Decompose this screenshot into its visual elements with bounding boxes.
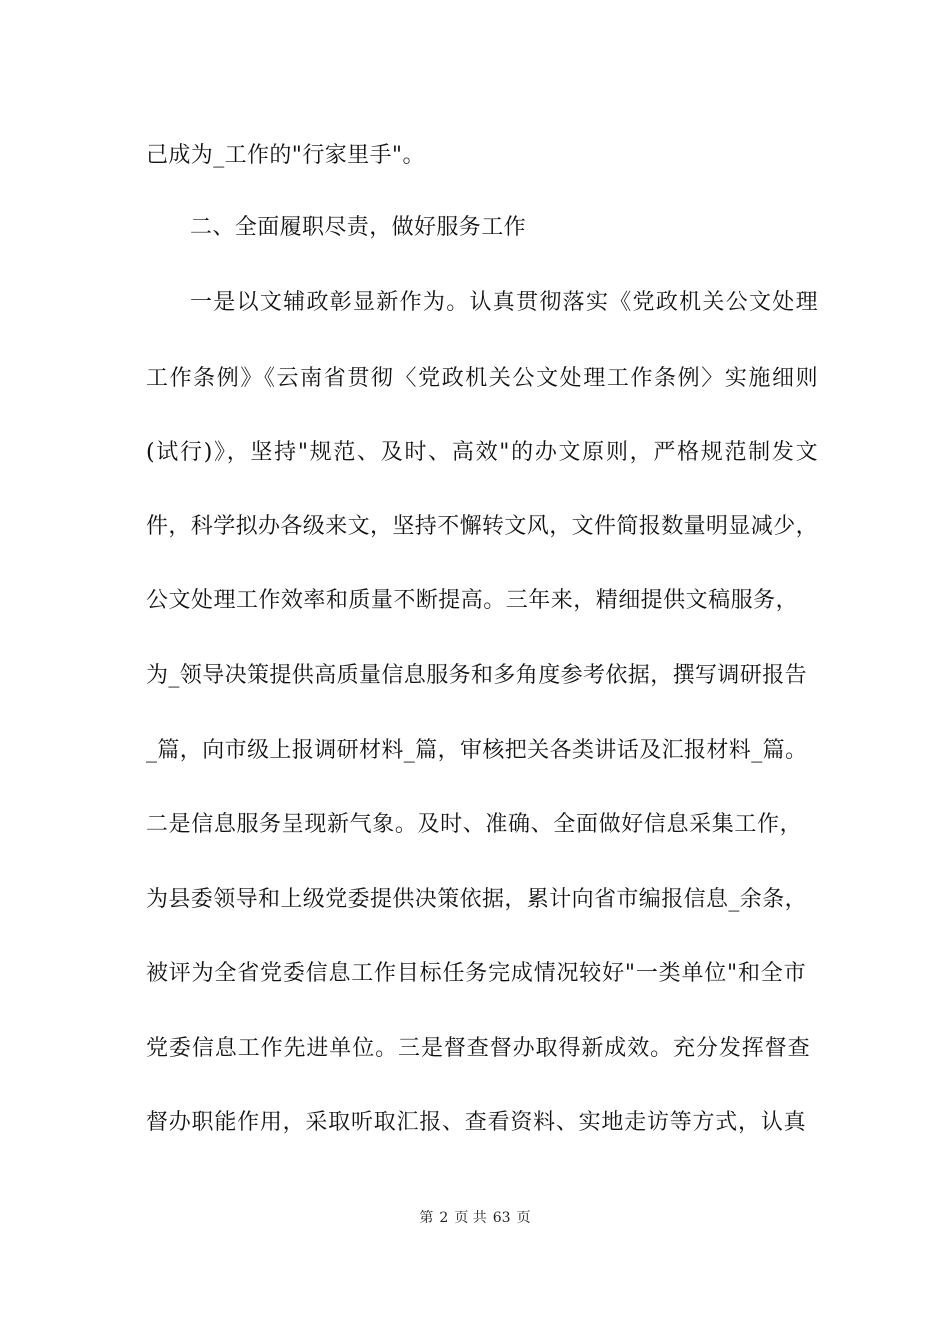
text-line-14: 督办职能作用，采取听取汇报、查看资料、实地走访等方式，认真	[146, 1110, 806, 1135]
footer-prefix: 第	[419, 1210, 434, 1226]
text-line-9: _篇，向市级上报调研材料_篇，审核把关各类讲话及汇报材料_篇。	[146, 738, 808, 763]
total-pages-number: 63	[492, 1210, 511, 1226]
text-line-13: 党委信息工作先进单位。三是督查督办取得新成效。充分发挥督查	[146, 1036, 810, 1061]
text-line-10: 二是信息服务呈现新气象。及时、准确、全面做好信息采集工作，	[146, 812, 802, 837]
text-line-3: 一是以文辅政彰显新作为。认真贯彻落实《党政机关公文处理	[190, 290, 818, 315]
text-line-1: 己成为_工作的"行家里手"。	[146, 143, 425, 168]
section-heading: 二、全面履职尽责，做好服务工作	[190, 215, 527, 240]
text-line-12: 被评为全省党委信息工作目标任务完成情况较好"一类单位"和全市	[146, 961, 806, 986]
text-line-8: 为_领导决策提供高质量信息服务和多角度参考依据，撰写调研报告	[146, 663, 808, 688]
footer-suffix: 页	[516, 1210, 531, 1226]
text-line-5: (试行)》，坚持"规范、及时、高效"的办文原则，严格规范制发文	[146, 440, 818, 465]
page-footer	[0, 1208, 950, 1228]
text-line-6: 件，科学拟办各级来文，坚持不懈转文风，文件简报数量明显减少，	[146, 514, 819, 539]
text-line-7: 公文处理工作效率和质量不断提高。三年来，精细提供文稿服务，	[146, 588, 798, 613]
text-line-4: 工作条例》《云南省贯彻〈党政机关公文处理工作条例〉实施细则	[146, 366, 818, 391]
current-page-number: 2	[439, 1210, 449, 1226]
footer-middle: 页 共	[454, 1210, 487, 1226]
text-line-11: 为县委领导和上级党委提供决策依据，累计向省市编报信息_余条，	[146, 887, 808, 912]
